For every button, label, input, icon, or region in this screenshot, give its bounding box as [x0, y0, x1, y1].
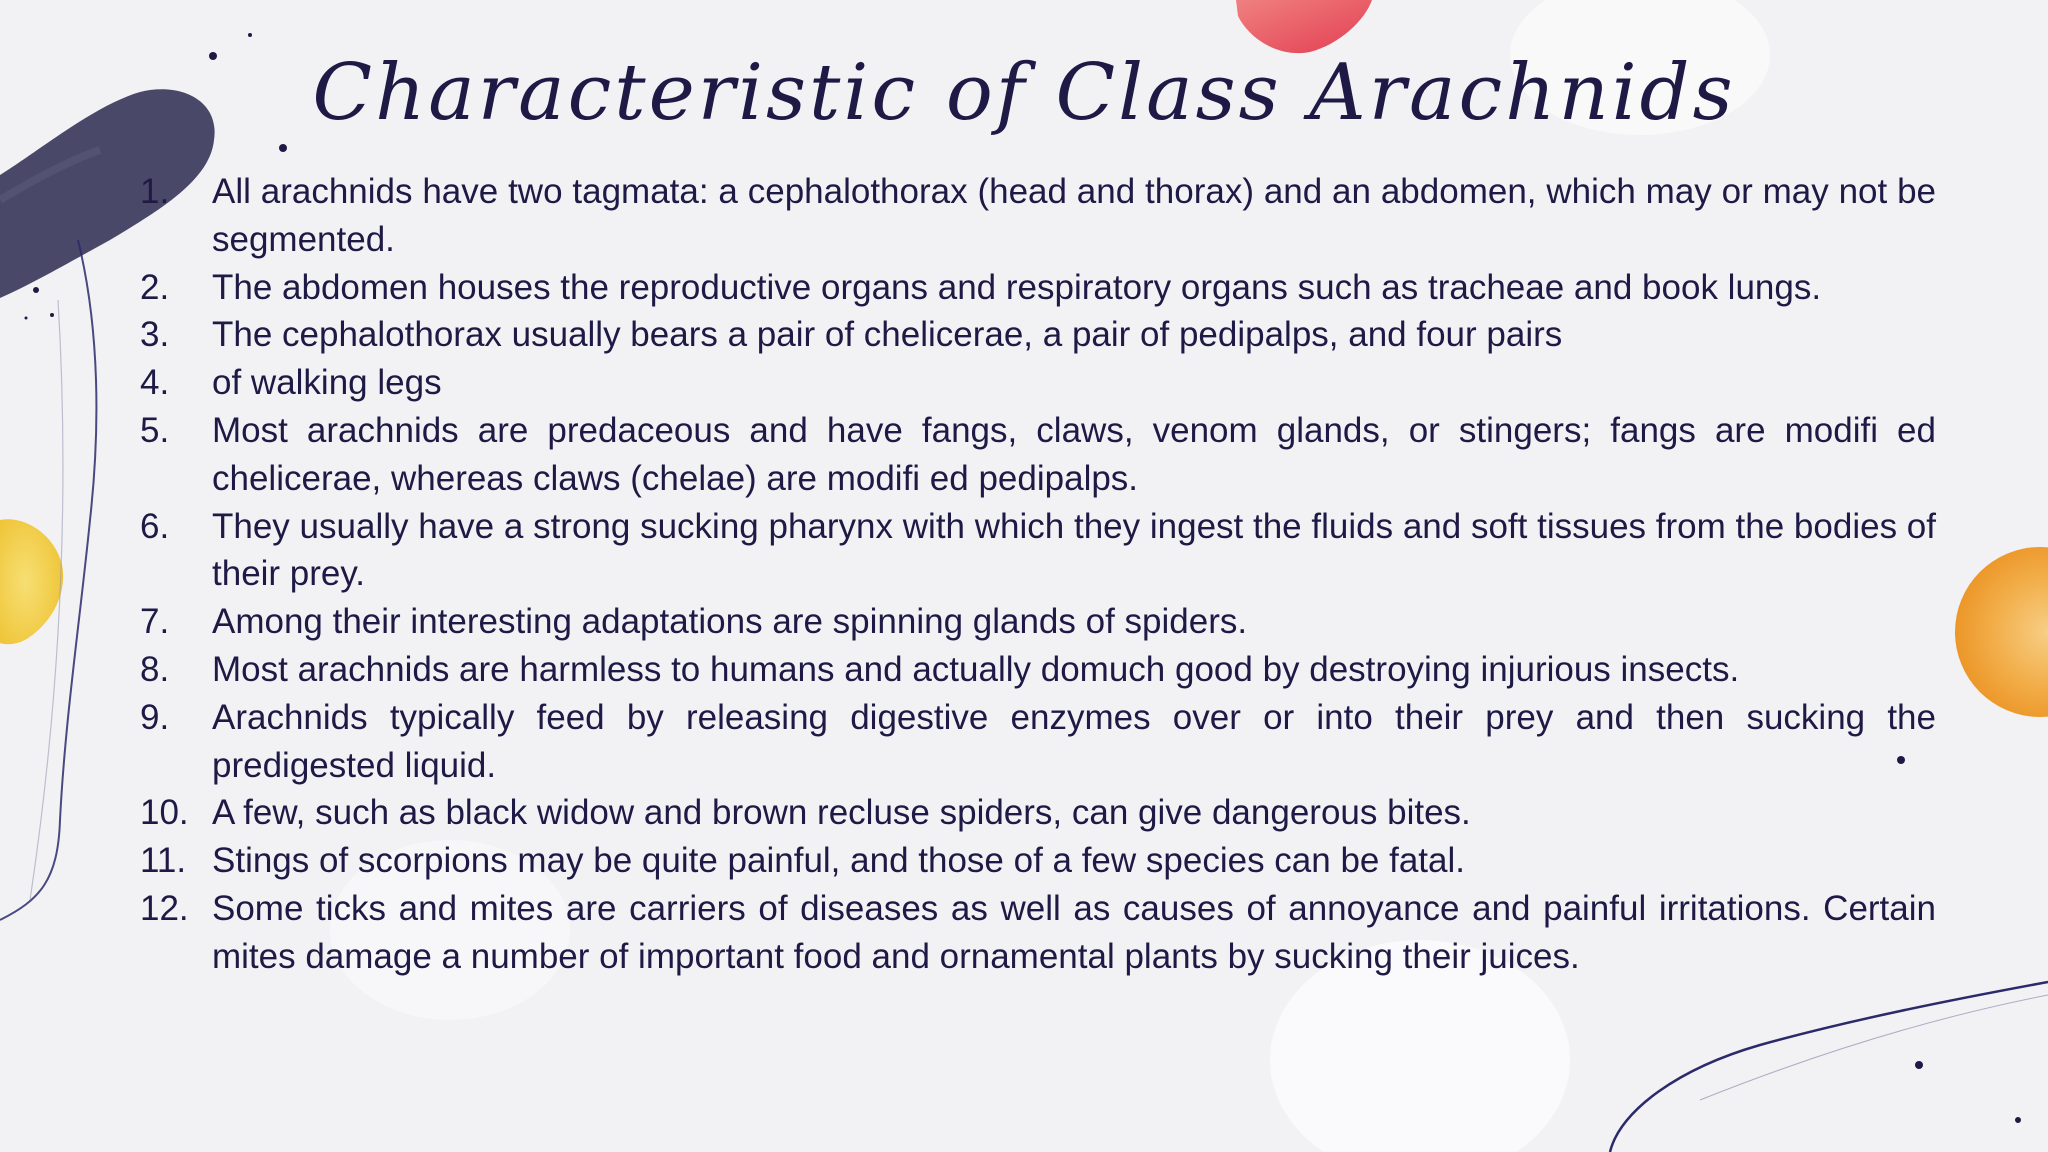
list-item-text: of walking legs: [212, 363, 442, 403]
list-item-text: All arachnids have two tagmata: a cephalothorax (head and thorax) and an abdomen, which may or may not be segmented.: [212, 172, 1936, 259]
list-item-text: The abdomen houses the reproductive organs and respiratory organs such as tracheae and book lungs.: [212, 267, 1822, 307]
list-item-text: They usually have a strong sucking pharynx with which they ingest the fluids and soft tissues from the bodies of their prey.: [212, 506, 1936, 594]
list-item-text: Stings of scorpions may be quite painful, and those of a few species can be fatal.: [212, 841, 1465, 881]
list-item-text: A few, such as black widow and brown recluse spiders, can give dangerous bites.: [212, 793, 1471, 833]
list-item: [140, 359, 1936, 407]
list-item: [140, 168, 1936, 264]
list-item-text: Most arachnids are harmless to humans and actually domuch good by destroying injurious insects.: [212, 649, 1740, 689]
list-item-text: Arachnids typically feed by releasing digestive enzymes over or into their prey and then sucking the predigested liquid.: [212, 697, 1936, 785]
list-item-number: 2.: [140, 267, 170, 307]
list-item-number: 1.: [140, 172, 170, 211]
list-item-number: 4.: [140, 363, 170, 403]
list-item-number: 7.: [140, 602, 170, 642]
list-item: [140, 503, 1936, 599]
list-item: [140, 789, 1936, 837]
slide-title: Characteristic of Class Arachnids: [312, 48, 1736, 138]
list-item: [140, 407, 1936, 503]
list-item: [140, 837, 1936, 885]
list-item: [140, 598, 1936, 646]
list-item: [140, 694, 1936, 790]
list-item: [140, 646, 1936, 694]
list-item-number: 9.: [140, 697, 170, 737]
yellow-blob: [0, 519, 63, 644]
list-item-number: 8.: [140, 649, 170, 689]
characteristics-list: [140, 168, 1936, 981]
list-item: [140, 264, 1936, 312]
list-item: [140, 311, 1936, 359]
bottom-right-line: [1610, 982, 2048, 1152]
list-item-number: 6.: [140, 506, 170, 546]
list-item-text: Most arachnids are predaceous and have fangs, claws, venom glands, or stingers; fangs are modifi ed chelicerae, whereas claws (chelae) are modifi ed pedipalps.: [212, 410, 1936, 498]
list-item-number: 5.: [140, 410, 170, 450]
list-item-number: 3.: [140, 315, 170, 355]
list-item-text: Among their interesting adaptations are spinning glands of spiders.: [212, 602, 1248, 642]
list-item-text: Some ticks and mites are carriers of diseases as well as causes of annoyance and painful irritations. Certain mites damage a number of important food and ornamental plants by sucking their juices.: [212, 888, 1936, 976]
orange-blob: [1955, 547, 2048, 717]
list-item-number: 10.: [140, 793, 189, 833]
list-item-number: 11.: [140, 841, 187, 881]
list-item-text: The cephalothorax usually bears a pair of chelicerae, a pair of pedipalps, and four pairs: [212, 315, 1563, 355]
list-item: [140, 885, 1936, 981]
list-item-number: 12.: [140, 888, 189, 928]
